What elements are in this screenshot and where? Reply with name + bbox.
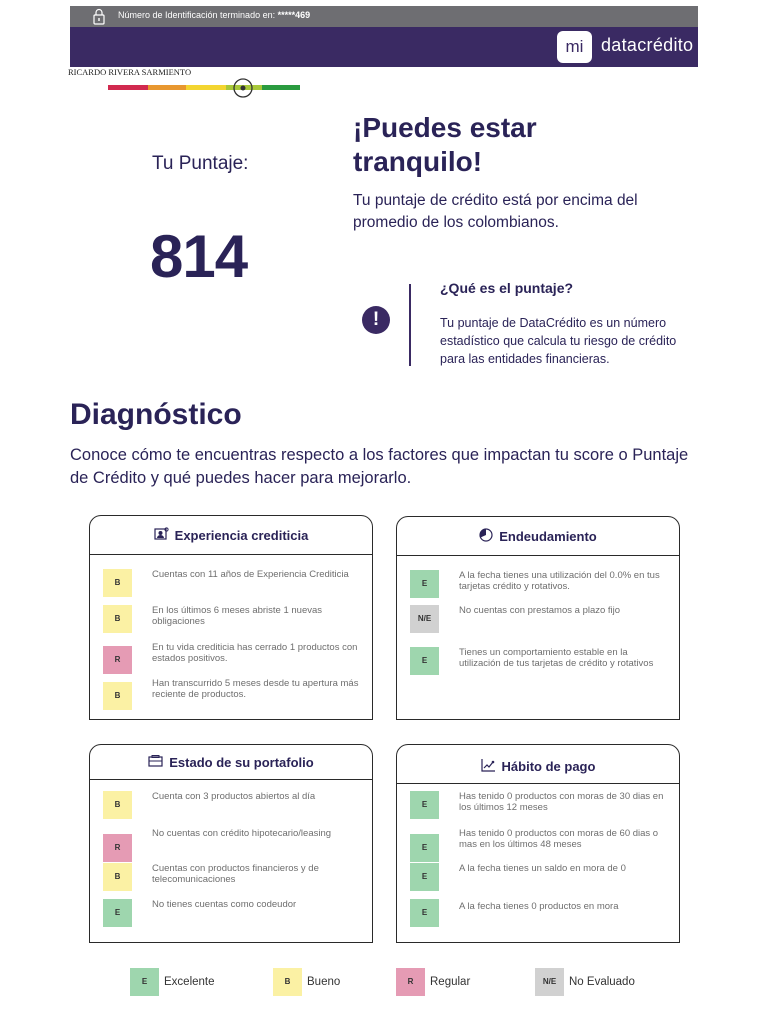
gauge-segment	[262, 85, 300, 90]
factor-text: Tienes un comportamiento estable en la utilización de tus tarjetas de crédito y rotativos	[459, 647, 654, 669]
rating-badge: E	[410, 647, 439, 675]
gauge-segment	[186, 85, 226, 90]
legend-label: Regular	[430, 976, 471, 988]
legend-badge: R	[396, 968, 425, 996]
factor-text: Cuenta con 3 productos abiertos al día	[152, 791, 316, 802]
factor-text: A la fecha tienes una utilización del 0.0% en tus tarjetas crédito y rotativos.	[459, 570, 660, 592]
section-title: Diagnóstico	[70, 398, 242, 431]
rating-badge: N/E	[410, 605, 439, 633]
factor-text: Han transcurrido 5 meses desde tu apertura más reciente de productos.	[152, 678, 359, 700]
factor-text: En los últimos 6 meses abriste 1 nuevas obligaciones	[152, 605, 323, 627]
trend-chart-icon	[481, 758, 496, 775]
card-header	[90, 516, 372, 555]
card-experiencia-crediticia	[89, 515, 373, 720]
brand-bar	[70, 27, 698, 67]
factor-text: A la fecha tienes un saldo en mora de 0	[459, 863, 626, 874]
section-description: Conoce cómo te encuentras respecto a los factores que impactan tu score o Puntaje de Crédito y qué puedes hacer para mejorarlo.	[70, 446, 689, 487]
rating-badge: B	[103, 791, 132, 819]
card-endeudamiento	[396, 516, 680, 720]
rating-badge: E	[103, 899, 132, 927]
factor-text: No cuentas con prestamos a plazo fijo	[459, 605, 621, 616]
subheadline: Tu puntaje de crédito está por encima del promedio de los colombianos.	[353, 192, 638, 231]
card-habito-pago	[396, 744, 680, 943]
factor-text: Cuentas con productos financieros y de telecomunicaciones	[152, 863, 319, 885]
rating-badge: E	[410, 863, 439, 891]
id-bar	[70, 6, 698, 27]
card-header	[397, 749, 679, 784]
legend-badge: E	[130, 968, 159, 996]
id-text: Número de Identificación terminado en: *****469	[118, 10, 311, 20]
rating-badge: E	[410, 791, 439, 819]
logo-text[interactable]: datacrédito	[601, 35, 694, 55]
legend-badge: N/E	[535, 968, 564, 996]
user-name: RICARDO RIVERA SARMIENTO	[68, 67, 192, 77]
legend-label: No Evaluado	[569, 976, 635, 988]
card-header	[397, 517, 679, 556]
factor-text: Has tenido 0 productos con moras de 60 dias o mas en los últimos 48 meses	[459, 828, 659, 850]
score-label: Tu Puntaje:	[152, 153, 249, 174]
score-value: 814	[150, 223, 248, 290]
divider	[409, 284, 411, 366]
wallet-icon	[148, 755, 163, 770]
card-title: Experiencia crediticia	[174, 527, 309, 543]
factor-text: No tienes cuentas como codeudor	[152, 899, 297, 910]
score-gauge	[100, 78, 310, 98]
rating-badge: E	[410, 899, 439, 927]
info-title: ¿Qué es el puntaje?	[440, 280, 574, 296]
rating-badge: B	[103, 682, 132, 710]
logo-mi[interactable]: mi	[557, 31, 592, 63]
factor-text: En tu vida crediticia has cerrado 1 productos con estados positivos.	[152, 642, 358, 664]
rating-badge: R	[103, 646, 132, 674]
id-card-icon	[154, 527, 169, 544]
rating-badge: E	[410, 570, 439, 598]
exclamation-icon: !	[362, 306, 390, 334]
info-body: Tu puntaje de DataCrédito es un número estadístico que calcula tu riesgo de crédito para las entidades financieras.	[440, 316, 677, 366]
factor-text: A la fecha tienes 0 productos en mora	[459, 901, 619, 912]
legend-label: Excelente	[164, 976, 215, 988]
gauge-marker-dot	[241, 86, 246, 91]
rating-badge: B	[103, 569, 132, 597]
rating-badge: E	[410, 834, 439, 862]
headline: ¡Puedes estar tranquilo!	[353, 112, 537, 177]
card-estado-portafolio	[89, 744, 373, 943]
rating-badge: B	[103, 605, 132, 633]
rating-badge: B	[103, 863, 132, 891]
factor-text: No cuentas con crédito hipotecario/leasing	[152, 828, 332, 839]
pie-chart-icon	[479, 528, 493, 545]
gauge-segment	[148, 85, 186, 90]
legend-badge: B	[273, 968, 302, 996]
gauge-segment	[108, 85, 148, 90]
factor-text: Cuentas con 11 años de Experiencia Crediticia	[152, 569, 349, 580]
legend-label: Bueno	[307, 976, 341, 988]
card-title: Estado de su portafolio	[169, 754, 314, 770]
card-title: Endeudamiento	[499, 528, 597, 544]
card-title: Hábito de pago	[501, 758, 596, 774]
card-header	[90, 745, 372, 780]
factor-text: Has tenido 0 productos con moras de 30 dias en los últimos 12 meses	[459, 791, 664, 813]
rating-badge: R	[103, 834, 132, 862]
